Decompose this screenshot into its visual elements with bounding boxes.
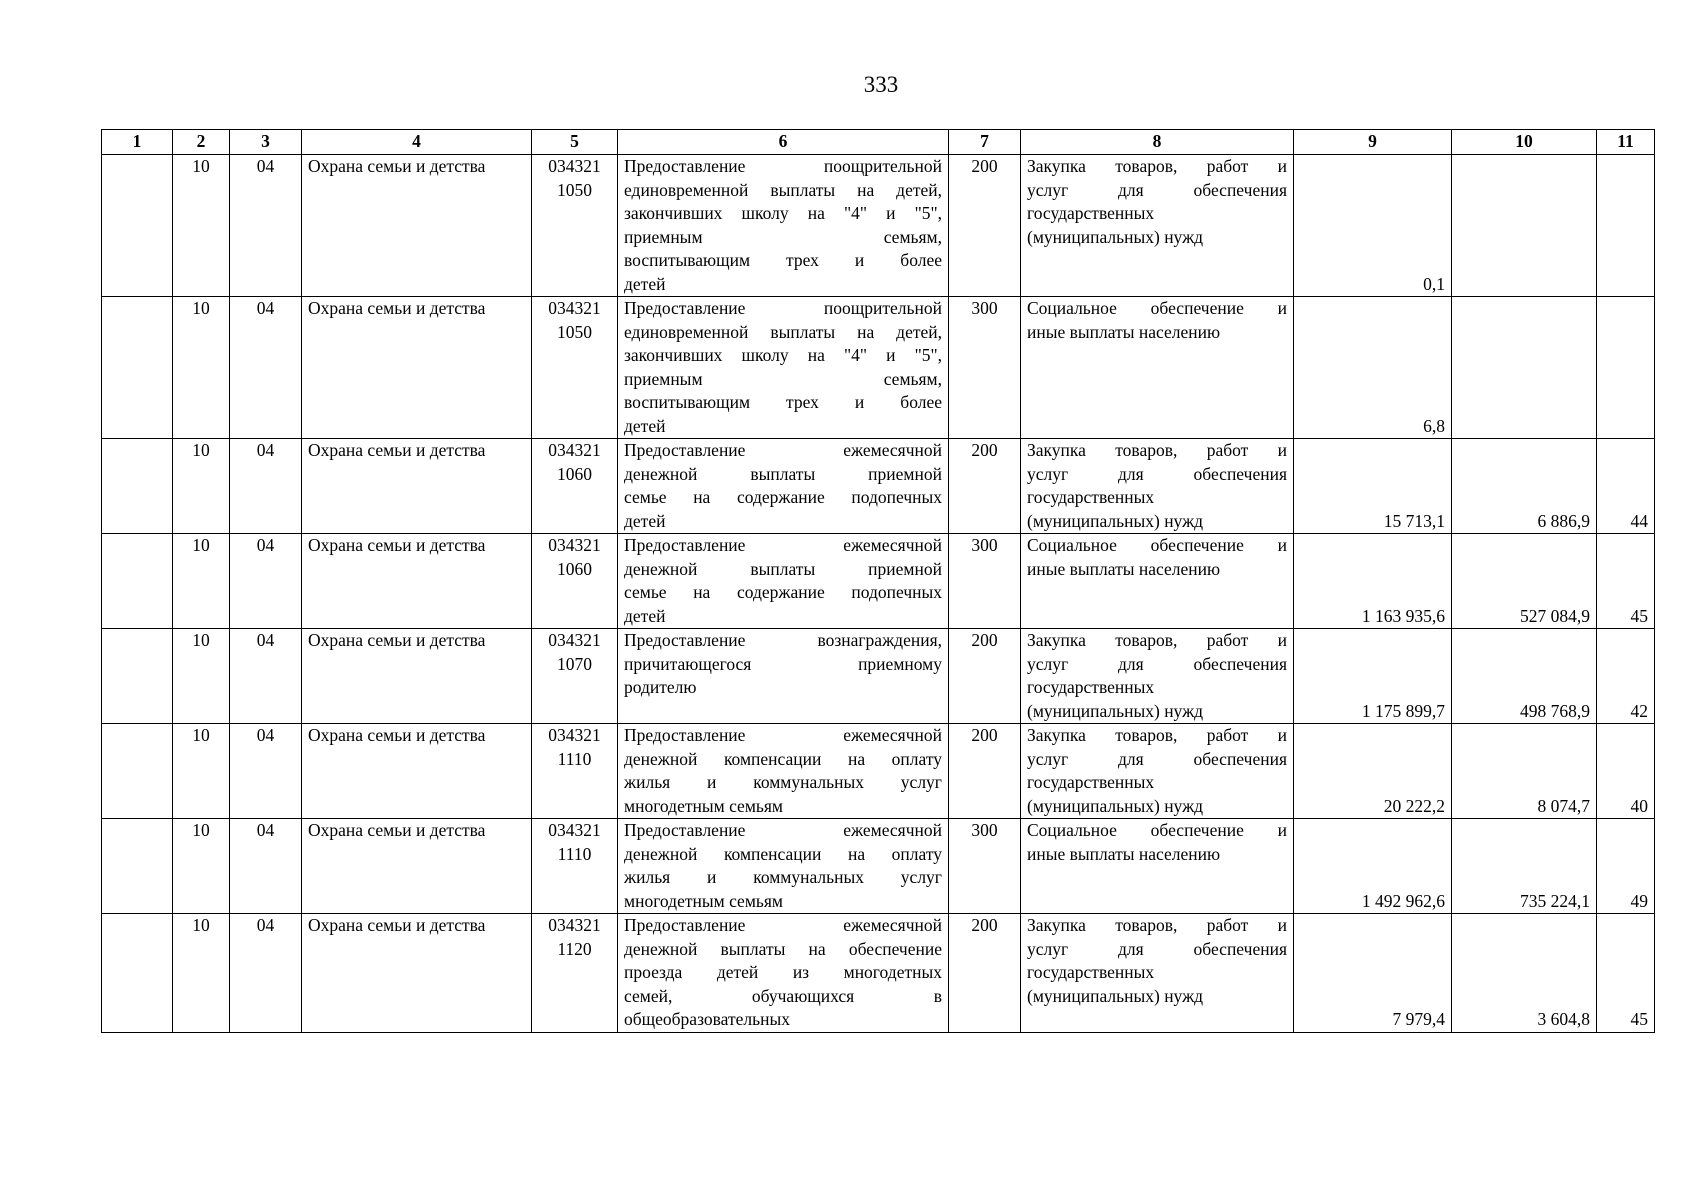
cell-expense-type: 200 (949, 914, 1021, 1033)
purpose-name-line: семье на содержание подопечных (624, 487, 942, 507)
expense-name-line: иные выплаты населению (1027, 321, 1221, 342)
cell-purpose-name (618, 534, 949, 629)
column-number: 2 (173, 130, 230, 155)
table-row (102, 155, 1655, 297)
target-article-line: 034321 (548, 298, 601, 318)
expense-name-line: услуг для обеспечения (1027, 938, 1287, 959)
expense-name-line: Закупка товаров, работ и (1027, 156, 1287, 176)
cell-col1 (102, 155, 173, 297)
cell-target-article (532, 629, 618, 724)
expense-name-line: услуг для обеспечения (1027, 653, 1287, 674)
cell-executed: 3 604,8 (1452, 914, 1597, 1033)
cell-target-article (532, 724, 618, 819)
cell-amount: 15 713,1 (1294, 439, 1452, 534)
table-row (102, 914, 1655, 1033)
cell-amount: 20 222,2 (1294, 724, 1452, 819)
cell-expense-name (1021, 914, 1294, 1033)
cell-percent: 45 (1597, 534, 1655, 629)
purpose-name-line: общеобразовательных (624, 1009, 790, 1029)
purpose-name-line: денежной выплаты на обеспечение (624, 938, 942, 959)
table-row (102, 629, 1655, 724)
expense-name-line: (муниципальных) нужд (1027, 985, 1204, 1006)
cell-percent: 42 (1597, 629, 1655, 724)
cell-subsection-name: Охрана семьи и детства (302, 439, 532, 534)
cell-section-code: 10 (173, 439, 230, 534)
cell-target-article (532, 155, 618, 297)
cell-expense-name (1021, 297, 1294, 439)
cell-executed (1452, 297, 1597, 439)
column-number: 11 (1597, 130, 1655, 155)
cell-amount: 1 175 899,7 (1294, 629, 1452, 724)
purpose-name-line: единовременной выплаты на детей, (624, 179, 942, 200)
cell-subsection-name: Охрана семьи и детства (302, 155, 532, 297)
table-body (102, 155, 1655, 1033)
cell-section-code: 10 (173, 914, 230, 1033)
purpose-name-line: денежной компенсации на оплату (624, 843, 942, 864)
expense-name-line: иные выплаты населению (1027, 558, 1221, 579)
purpose-name-line: воспитывающим трех и более (624, 250, 942, 270)
table-row (102, 819, 1655, 914)
column-number: 4 (302, 130, 532, 155)
purpose-name-line: закончивших школу на "4" и "5", (624, 345, 942, 365)
expense-name-line: государственных (1027, 203, 1155, 223)
expense-name-line: Социальное обеспечение и (1027, 820, 1287, 840)
cell-executed (1452, 155, 1597, 297)
cell-subsection-name: Охрана семьи и детства (302, 724, 532, 819)
cell-percent: 45 (1597, 914, 1655, 1033)
page-number: 333 (863, 72, 899, 97)
purpose-name-line: закончивших школу на "4" и "5", (624, 203, 942, 223)
cell-target-article (532, 534, 618, 629)
purpose-name-line: семье на содержание подопечных (624, 582, 942, 602)
cell-subsection-name: Охрана семьи и детства (302, 629, 532, 724)
cell-col1 (102, 297, 173, 439)
column-number: 6 (618, 130, 949, 155)
table-row (102, 724, 1655, 819)
cell-section-code: 10 (173, 534, 230, 629)
purpose-name-line: жилья и коммунальных услуг (624, 867, 942, 887)
cell-subsection-code: 04 (230, 914, 302, 1033)
cell-subsection-name: Охрана семьи и детства (302, 914, 532, 1033)
column-number: 7 (949, 130, 1021, 155)
cell-percent: 49 (1597, 819, 1655, 914)
purpose-name-line: приемным семьям, (624, 368, 942, 389)
cell-expense-type: 300 (949, 819, 1021, 914)
purpose-name-line: Предоставление ежемесячной (624, 915, 942, 935)
cell-col1 (102, 724, 173, 819)
cell-subsection-code: 04 (230, 534, 302, 629)
target-article-line: 1050 (557, 321, 592, 342)
column-number: 3 (230, 130, 302, 155)
cell-purpose-name (618, 297, 949, 439)
purpose-name-line: родителю (624, 677, 697, 697)
cell-subsection-code: 04 (230, 724, 302, 819)
expense-name-line: (муниципальных) нужд (1027, 226, 1204, 247)
column-number: 9 (1294, 130, 1452, 155)
column-number: 5 (532, 130, 618, 155)
cell-expense-type: 200 (949, 439, 1021, 534)
purpose-name-line: проезда детей из многодетных (624, 962, 942, 982)
cell-purpose-name (618, 914, 949, 1033)
purpose-name-line: Предоставление ежемесячной (624, 440, 942, 460)
expense-name-line: услуг для обеспечения (1027, 748, 1287, 769)
target-article-line: 034321 (548, 630, 601, 650)
purpose-name-line: Предоставление поощрительной (624, 156, 942, 176)
column-number: 8 (1021, 130, 1294, 155)
cell-executed: 6 886,9 (1452, 439, 1597, 534)
cell-expense-name (1021, 724, 1294, 819)
target-article-line: 1120 (557, 938, 592, 959)
target-article-line: 034321 (548, 820, 601, 840)
cell-purpose-name (618, 439, 949, 534)
expense-name-line: Закупка товаров, работ и (1027, 725, 1287, 745)
cell-section-code: 10 (173, 724, 230, 819)
cell-amount: 6,8 (1294, 297, 1452, 439)
column-number: 10 (1452, 130, 1597, 155)
expense-name-line: услуг для обеспечения (1027, 463, 1287, 484)
cell-percent: 40 (1597, 724, 1655, 819)
purpose-name-line: детей (624, 510, 666, 531)
expense-name-line: Закупка товаров, работ и (1027, 630, 1287, 650)
cell-target-article (532, 297, 618, 439)
target-article-line: 1110 (557, 843, 592, 864)
purpose-name-line: причитающегося приемному (624, 653, 942, 674)
cell-col1 (102, 439, 173, 534)
cell-subsection-code: 04 (230, 629, 302, 724)
cell-target-article (532, 819, 618, 914)
cell-purpose-name (618, 819, 949, 914)
table-row (102, 534, 1655, 629)
target-article-line: 1060 (557, 463, 592, 484)
cell-subsection-name: Охрана семьи и детства (302, 297, 532, 439)
cell-expense-name (1021, 629, 1294, 724)
cell-percent (1597, 297, 1655, 439)
target-article-line: 1070 (557, 653, 592, 674)
cell-executed: 735 224,1 (1452, 819, 1597, 914)
expense-name-line: государственных (1027, 772, 1155, 792)
cell-expense-type: 200 (949, 629, 1021, 724)
expense-name-line: государственных (1027, 962, 1155, 982)
cell-expense-name (1021, 439, 1294, 534)
cell-col1 (102, 914, 173, 1033)
cell-amount: 0,1 (1294, 155, 1452, 297)
table-row (102, 297, 1655, 439)
cell-subsection-code: 04 (230, 819, 302, 914)
cell-amount: 1 492 962,6 (1294, 819, 1452, 914)
cell-purpose-name (618, 155, 949, 297)
column-number-row (102, 130, 1655, 155)
purpose-name-line: семей, обучающихся в (624, 985, 942, 1006)
cell-amount: 1 163 935,6 (1294, 534, 1452, 629)
purpose-name-line: Предоставление ежемесячной (624, 725, 942, 745)
cell-executed: 8 074,7 (1452, 724, 1597, 819)
cell-purpose-name (618, 629, 949, 724)
cell-expense-type: 300 (949, 297, 1021, 439)
expense-name-line: государственных (1027, 487, 1155, 507)
purpose-name-line: денежной компенсации на оплату (624, 748, 942, 769)
expense-name-line: услуг для обеспечения (1027, 179, 1287, 200)
cell-expense-type: 300 (949, 534, 1021, 629)
cell-target-article (532, 914, 618, 1033)
purpose-name-line: детей (624, 273, 666, 294)
cell-section-code: 10 (173, 629, 230, 724)
cell-subsection-code: 04 (230, 297, 302, 439)
purpose-name-line: приемным семьям, (624, 226, 942, 247)
purpose-name-line: многодетным семьям (624, 795, 783, 816)
purpose-name-line: Предоставление вознаграждения, (624, 630, 942, 650)
cell-percent (1597, 155, 1655, 297)
cell-section-code: 10 (173, 819, 230, 914)
cell-purpose-name (618, 724, 949, 819)
expense-name-line: государственных (1027, 677, 1155, 697)
cell-target-article (532, 439, 618, 534)
purpose-name-line: воспитывающим трех и более (624, 392, 942, 412)
table-row (102, 439, 1655, 534)
purpose-name-line: жилья и коммунальных услуг (624, 772, 942, 792)
cell-subsection-code: 04 (230, 155, 302, 297)
expense-name-line: Социальное обеспечение и (1027, 298, 1287, 318)
target-article-line: 1110 (557, 748, 592, 769)
target-article-line: 034321 (548, 156, 601, 176)
target-article-line: 1060 (557, 558, 592, 579)
expense-name-line: Закупка товаров, работ и (1027, 915, 1287, 935)
column-number: 1 (102, 130, 173, 155)
target-article-line: 1050 (557, 179, 592, 200)
expense-name-line: иные выплаты населению (1027, 843, 1221, 864)
cell-expense-type: 200 (949, 724, 1021, 819)
purpose-name-line: Предоставление ежемесячной (624, 820, 942, 840)
purpose-name-line: детей (624, 415, 666, 436)
purpose-name-line: денежной выплаты приемной (624, 463, 942, 484)
cell-section-code: 10 (173, 297, 230, 439)
purpose-name-line: денежной выплаты приемной (624, 558, 942, 579)
cell-expense-type: 200 (949, 155, 1021, 297)
purpose-name-line: детей (624, 605, 666, 626)
cell-col1 (102, 819, 173, 914)
cell-col1 (102, 534, 173, 629)
cell-expense-name (1021, 155, 1294, 297)
expense-name-line: Закупка товаров, работ и (1027, 440, 1287, 460)
cell-subsection-name: Охрана семьи и детства (302, 534, 532, 629)
cell-subsection-code: 04 (230, 439, 302, 534)
cell-expense-name (1021, 534, 1294, 629)
cell-amount: 7 979,4 (1294, 914, 1452, 1033)
expense-name-line: (муниципальных) нужд (1027, 795, 1204, 816)
target-article-line: 034321 (548, 915, 601, 935)
cell-section-code: 10 (173, 155, 230, 297)
budget-table (101, 129, 1655, 1033)
cell-col1 (102, 629, 173, 724)
cell-percent: 44 (1597, 439, 1655, 534)
cell-subsection-name: Охрана семьи и детства (302, 819, 532, 914)
target-article-line: 034321 (548, 440, 601, 460)
cell-executed: 498 768,9 (1452, 629, 1597, 724)
target-article-line: 034321 (548, 535, 601, 555)
expense-name-line: (муниципальных) нужд (1027, 700, 1204, 721)
purpose-name-line: Предоставление поощрительной (624, 298, 942, 318)
expense-name-line: (муниципальных) нужд (1027, 510, 1204, 531)
purpose-name-line: многодетным семьям (624, 890, 783, 911)
cell-executed: 527 084,9 (1452, 534, 1597, 629)
target-article-line: 034321 (548, 725, 601, 745)
expense-name-line: Социальное обеспечение и (1027, 535, 1287, 555)
purpose-name-line: Предоставление ежемесячной (624, 535, 942, 555)
purpose-name-line: единовременной выплаты на детей, (624, 321, 942, 342)
cell-expense-name (1021, 819, 1294, 914)
